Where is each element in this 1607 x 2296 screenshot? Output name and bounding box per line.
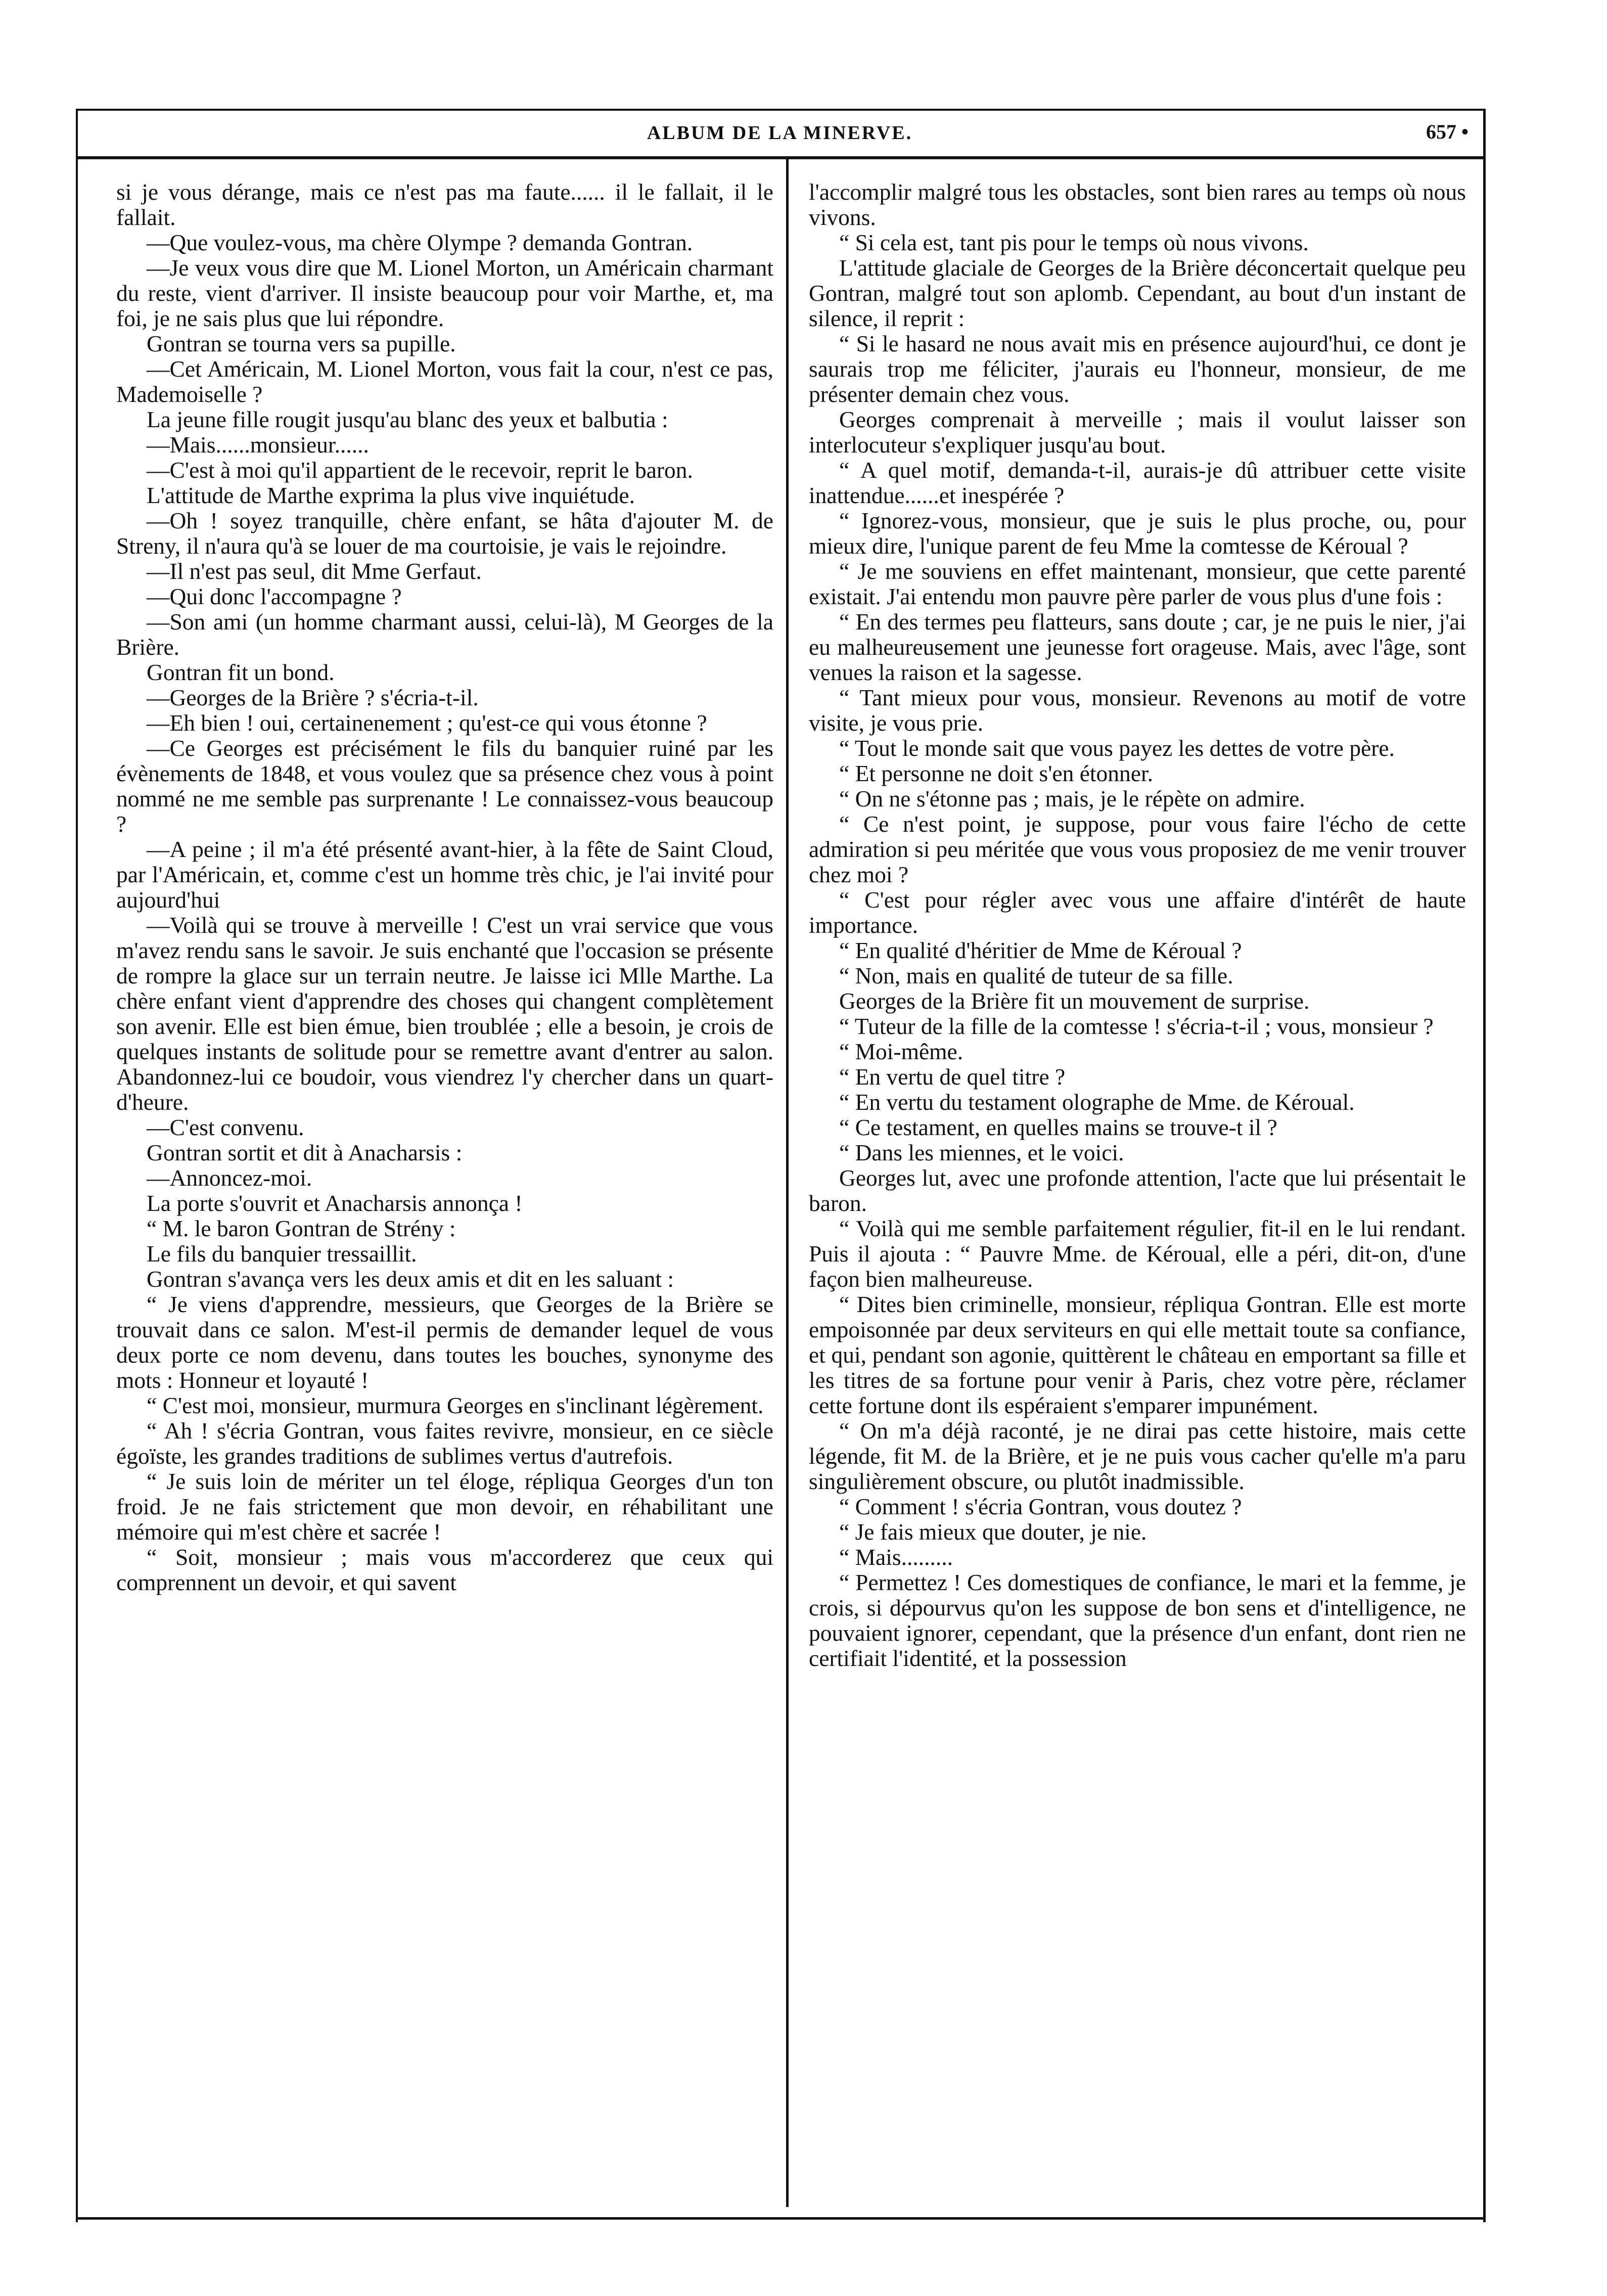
bottom-rule	[76, 2217, 1484, 2220]
paragraph: —Je veux vous dire que M. Lionel Morton, un Américain charmant du reste, vient d'arriver. Il insiste beaucoup pour voir Marthe, et, ma foi, je ne sais plus que lui répondre.	[116, 255, 773, 331]
paragraph: La porte s'ouvrit et Anacharsis annonça !	[147, 1190, 523, 1216]
paragraph: “ En vertu de quel titre ?	[839, 1064, 1066, 1090]
paragraph: “ Si cela est, tant pis pour le temps où nous vivons.	[839, 230, 1309, 255]
page-header	[76, 109, 1484, 159]
paragraph: “ Comment ! s'écria Gontran, vous doutez ?	[839, 1494, 1242, 1519]
paragraph: “ Non, mais en qualité de tuteur de sa fille.	[839, 963, 1233, 988]
paragraph: —Oh ! soyez tranquille, chère enfant, se hâta d'ajouter M. de Streny, il n'aura qu'à se louer de ma courtoisie, je vais le rejoindre.	[116, 508, 773, 559]
paragraph: Gontran fit un bond.	[147, 659, 335, 685]
paragraph: “ On m'a déjà raconté, je ne dirai pas cette histoire, mais cette légende, fit M. de la Brière, et je ne puis vous cacher qu'elle m'a paru singulièrement obscure, ou plutôt inadmissible.	[809, 1418, 1466, 1494]
paragraph: —A peine ; il m'a été présenté avant-hier, à la fête de Saint Cloud, par l'Américain, et, comme c'est un homme très chic, je l'ai invité pour aujourd'hui	[116, 836, 773, 913]
paragraph: —Son ami (un homme charmant aussi, celui-là), M Georges de la Brière.	[116, 609, 773, 660]
paragraph: “ Ce testament, en quelles mains se trouve-t il ?	[839, 1114, 1277, 1140]
paragraph: “ Et personne ne doit s'en étonner.	[839, 760, 1154, 786]
paragraph: —Mais......monsieur......	[147, 432, 369, 458]
paragraph: “ M. le baron Gontran de Strény :	[147, 1215, 456, 1241]
paragraph: Le fils du banquier tressaillit.	[147, 1241, 417, 1267]
paragraph: “ Dites bien criminelle, monsieur, répliqua Gontran. Elle est morte empoisonnée par deux serviteurs en qui elle mettait toute sa confiance, et qui, pendant son agonie, quittèrent le château en emportant sa fille et les titres de sa fortune pour venir à Paris, chez votre père, réclamer cette fortune dont ils espéraient s'emparer impunément.	[809, 1291, 1466, 1418]
paragraph: Georges comprenait à merveille ; mais il voulut laisser son interlocuteur s'expliquer jusqu'au bout.	[809, 407, 1466, 458]
paragraph: “ Ce n'est point, je suppose, pour vous faire l'écho de cette admiration si peu méritée que vous vous proposiez de me venir trouver chez moi ?	[809, 811, 1466, 887]
paragraph: “ Je fais mieux que douter, je nie.	[839, 1519, 1147, 1545]
paragraph: “ Tout le monde sait que vous payez les dettes de votre père.	[839, 735, 1395, 761]
paragraph: —Ce Georges est précisément le fils du banquier ruiné par les évènements de 1848, et vous voulez que sa présence chez vous à point nommé ne me semble pas surprenante ! Le connaissez-vous beaucoup ?	[116, 735, 773, 837]
paragraph: “ C'est moi, monsieur, murmura Georges en s'inclinant légèrement.	[147, 1392, 764, 1418]
paragraph: —C'est à moi qu'il appartient de le recevoir, reprit le baron.	[147, 457, 693, 483]
paragraph: —Cet Américain, M. Lionel Morton, vous fait la cour, n'est ce pas, Mademoiselle ?	[116, 356, 773, 407]
column-divider	[786, 159, 789, 2207]
paragraph: “ C'est pour régler avec vous une affaire d'intérêt de haute importance.	[809, 887, 1466, 938]
paragraph: La jeune fille rougit jusqu'au blanc des yeux et balbutia :	[147, 407, 668, 432]
page-number: 657 •	[1426, 120, 1468, 143]
paragraph: “ Je suis loin de mériter un tel éloge, répliqua Georges d'un ton froid. Je ne fais strictement que mon devoir, en réhabilitant une mémoire qui m'est chère et sacrée !	[116, 1468, 773, 1545]
paragraph: —Il n'est pas seul, dit Mme Gerfaut.	[147, 558, 482, 584]
paragraph: Gontran s'avança vers les deux amis et dit en les saluant :	[147, 1266, 674, 1292]
paragraph: —Que voulez-vous, ma chère Olympe ? demanda Gontran.	[147, 230, 693, 255]
paragraph: “ A quel motif, demanda-t-il, aurais-je dû attribuer cette visite inattendue......et inespérée ?	[809, 457, 1466, 508]
paragraph: si je vous dérange, mais ce n'est pas ma faute...... il le fallait, il le fallait.	[116, 179, 773, 230]
paragraph: “ Moi-même.	[839, 1039, 963, 1064]
running-title: ALBUM DE LA MINERVE.	[647, 122, 913, 144]
paragraph: “ En vertu du testament olographe de Mme. de Kéroual.	[839, 1089, 1355, 1115]
paragraph: “ Si le hasard ne nous avait mis en présence aujourd'hui, ce dont je saurais trop me féliciter, j'aurais eu l'honneur, monsieur, de me présenter demain chez vous.	[809, 331, 1466, 407]
paragraph: “ Voilà qui me semble parfaitement régulier, fit-il en le lui rendant. Puis il ajouta : “ Pauvre Mme. de Kéroual, elle a péri, dit-on, d'une façon bien malheureuse.	[809, 1215, 1466, 1292]
paragraph: “ Permettez ! Ces domestiques de confiance, le mari et la femme, je crois, si dépourvus qu'on les suppose de bon sens et d'intelligence, ne pouvaient ignorer, cependant, que la présence d'un enfant, dont rien ne certifiait l'identité, et la possession	[809, 1569, 1466, 1671]
text-column-right	[809, 179, 1466, 2212]
paragraph: “ Tuteur de la fille de la comtesse ! s'écria-t-il ; vous, monsieur ?	[839, 1013, 1434, 1039]
paragraph: —Eh bien ! oui, certainenement ; qu'est-ce qui vous étonne ?	[147, 710, 707, 736]
paragraph: Georges de la Brière fit un mouvement de surprise.	[839, 988, 1310, 1014]
paragraph: “ Mais.........	[839, 1544, 953, 1570]
paragraph: “ Ah ! s'écria Gontran, vous faites revivre, monsieur, en ce siècle égoïste, les grandes traditions de sublimes vertus d'autrefois.	[116, 1418, 773, 1469]
paragraph: —Qui donc l'accompagne ?	[147, 583, 402, 609]
paragraph: Gontran sortit et dit à Anacharsis :	[147, 1140, 463, 1165]
paragraph: L'attitude glaciale de Georges de la Brière déconcertait quelque peu Gontran, malgré tout son aplomb. Cependant, au bout d'un instant de silence, il reprit :	[809, 255, 1466, 331]
paragraph: l'accomplir malgré tous les obstacles, sont bien rares au temps où nous vivons.	[809, 179, 1466, 230]
paragraph: “ En qualité d'héritier de Mme de Kéroual ?	[839, 937, 1242, 963]
text-column-left	[116, 179, 773, 2212]
paragraph: “ Ignorez-vous, monsieur, que je suis le plus proche, ou, pour mieux dire, l'unique parent de feu Mme la comtesse de Kéroual ?	[809, 508, 1466, 559]
paragraph: “ En des termes peu flatteurs, sans doute ; car, je ne puis le nier, j'ai eu malheureusement une jeunesse fort orageuse. Mais, avec l'âge, sont venues la raison et la sagesse.	[809, 609, 1466, 685]
paragraph: —Annoncez-moi.	[147, 1165, 312, 1191]
paragraph: —Voilà qui se trouve à merveille ! C'est un vrai service que vous m'avez rendu sans le savoir. Je suis enchanté que l'occasion se présente de rompre la glace sur un terrain neutre. Je laisse ici Mlle Marthe. La chère enfant vient d'apprendre des choses qui changent complètement son avenir. Elle est bien émue, bien troublée ; elle a besoin, je crois de quelques instants de solitude pour se remettre avant d'entrer au salon. Abandonnez-lui ce boudoir, vous viendrez l'y chercher dans un quart-d'heure.	[116, 912, 773, 1115]
paragraph: Georges lut, avec une profonde attention, l'acte que lui présentait le baron.	[809, 1165, 1466, 1216]
paragraph: “ Tant mieux pour vous, monsieur. Revenons au motif de votre visite, je vous prie.	[809, 685, 1466, 736]
paragraph: —Georges de la Brière ? s'écria-t-il.	[147, 685, 479, 710]
paragraph: “ Dans les miennes, et le voici.	[839, 1140, 1124, 1165]
paragraph: —C'est convenu.	[147, 1114, 304, 1140]
paragraph: “ On ne s'étonne pas ; mais, je le répète on admire.	[839, 786, 1305, 812]
paragraph: L'attitude de Marthe exprima la plus vive inquiétude.	[147, 482, 635, 508]
paragraph: Gontran se tourna vers sa pupille.	[147, 331, 456, 356]
paragraph: “ Je me souviens en effet maintenant, monsieur, que cette parenté existait. J'ai entendu mon pauvre père parler de vous plus d'une fois :	[809, 558, 1466, 609]
paragraph: “ Je viens d'apprendre, messieurs, que Georges de la Brière se trouvait dans ce salon. M'est-il permis de demander lequel de vous deux porte ce nom devenu, dans toutes les bouches, synonyme des mots : Honneur et loyauté !	[116, 1291, 773, 1393]
paragraph: “ Soit, monsieur ; mais vous m'accorderez que ceux qui comprennent un devoir, et qui savent	[116, 1544, 773, 1595]
